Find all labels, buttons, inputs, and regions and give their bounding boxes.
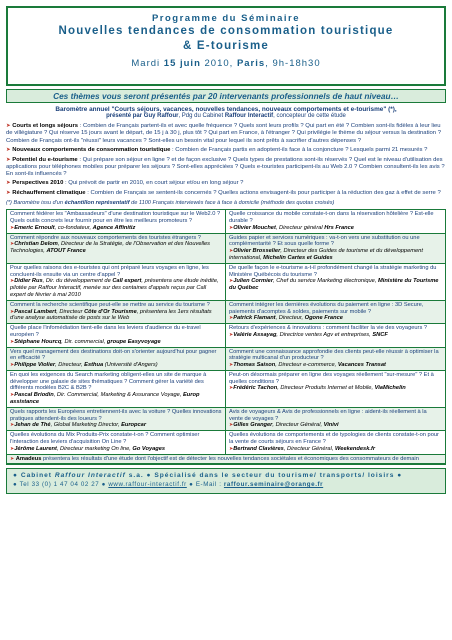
session-question: Quelles évolutions du Mix Produits-Prix constate-t-on ? Comment optimiser l'interaction des leviers d'acquisition On Line ? — [10, 432, 200, 446]
speaker-name: Olivier Brosselier — [233, 248, 281, 255]
session-question: Comment une connaissance approfondie des clients peut-elle réussir à optimiser la stratégie multicanal d'un producteur ? — [229, 348, 439, 362]
speaker-name: Julien Cormier — [233, 278, 274, 285]
arrow-icon: ➤ — [229, 422, 234, 429]
speaker-name: Didier Rus — [14, 278, 43, 285]
session-question: Comment répondre aux nouveaux comportements des touristes étrangers ? — [10, 234, 201, 241]
arrow-icon: ➤ — [10, 422, 15, 429]
speaker-cell — [226, 234, 445, 264]
arrow-icon: ➤ — [229, 248, 234, 255]
speaker-org: SNCF — [372, 331, 388, 338]
seminar-programme — [6, 6, 446, 634]
speaker-role: , Directeur des Guides de tourisme et du développement international, — [229, 248, 423, 261]
speaker-name: Gilles Granger — [233, 422, 273, 429]
speaker-credit — [229, 385, 406, 391]
speaker-role: , Dir. Commercial, Marketing & Assurance Voyage, — [53, 392, 183, 399]
arrow-icon: ➤ — [10, 338, 15, 345]
speaker-name: Pascal Lambert — [14, 308, 57, 315]
speakers-banner: Ces thèmes vous seront présentés par 20 intervenants professionnels de haut niveau… — [6, 89, 446, 103]
speaker-org: Weekendesk.fr — [335, 445, 376, 452]
arrow-icon: ➤ — [229, 445, 234, 452]
arrow-icon: ➤ — [6, 123, 11, 130]
speaker-cell — [7, 234, 226, 264]
speaker-role: , Directeur Général, — [272, 422, 324, 429]
email-link[interactable]: raffour.seminaire@orange.fr — [223, 481, 324, 489]
speaker-name: Philippe Violier — [14, 362, 56, 369]
speaker-cell — [226, 301, 445, 324]
contact-footer — [6, 468, 446, 494]
speaker-name: Jehan de Thé — [14, 422, 51, 429]
speaker-cell — [7, 324, 226, 347]
speaker-name: Pascal Briodin — [14, 392, 54, 399]
speaker-role: , Dir. commercial, — [61, 338, 107, 345]
session-question: En quoi les exigences du Search marketing obligent-elles un site de marque à développer une galaxie de sites thématiques ? Comment gérer la variété des différents modèles B2C & B2B ? — [10, 371, 207, 392]
speaker-org: Hrs France — [324, 224, 354, 231]
programme-header — [6, 6, 446, 86]
speaker-cell — [7, 431, 226, 454]
speaker-cell — [7, 301, 226, 324]
session-question: Comment intégrer les dernières évolutions du paiement en ligne : 3D Secure, paiements d'acomptes & soldes, paiements sur mobile ? — [229, 301, 424, 315]
session-question: Pour quelles raisons des e-touristes qui ont préparé leurs voyages en ligne, les concluent-ils ensuite via un centre d'appel ? — [10, 264, 209, 278]
bullet-icon: ● — [13, 472, 18, 480]
speaker-credit — [229, 278, 438, 291]
seminar-date: Mardi 15 juin 2010, Paris, 9h-18h30 — [131, 58, 321, 69]
programme-label: Programme du Séminaire — [151, 13, 301, 24]
topic-item: ➤ Potentiel du e-tourisme : Qui prépare son séjour en ligne ? et de façon exclusive ? Quels types de prestations sont-ils réservés ? Quel est le niveau d'utilisation des applications pour téléphones mobiles pour préparer les séjours ? Sont-elles appréciées ? Quels e-touristes participent-ils au Web 2.0 ? Combien consultent-ils les avis ? En sont-ils influencés ? — [6, 156, 445, 177]
arrow-icon: ➤ — [6, 190, 11, 197]
speaker-org: Vinivi — [323, 422, 339, 429]
speaker-credit — [10, 241, 210, 254]
speaker-cell — [7, 264, 226, 301]
barometer-title: Baromètre annuel "Courts séjours, vacances, nouvelles tendances, nouveaux comportements et e-tourisme" (*), — [55, 106, 397, 113]
arrow-icon: ➤ — [10, 455, 15, 462]
phone-number: Tel 33 (0) 1 47 04 02 27 — [19, 481, 100, 489]
speaker-cell — [7, 371, 226, 408]
arrow-icon: ➤ — [6, 180, 11, 187]
session-question: Retours d'expériences & innovations : comment faciliter la vie des voyageurs ? — [229, 325, 428, 332]
speaker-role: , Global Marketing Director, — [50, 422, 122, 429]
arrow-icon: ➤ — [229, 278, 234, 285]
speaker-credit — [10, 362, 158, 368]
speaker-cell — [7, 210, 226, 233]
speaker-credit — [10, 422, 146, 428]
seminar-title-line2: & E-tourisme — [183, 39, 269, 52]
speaker-credit — [229, 248, 423, 261]
speaker-extra: , présentera les 1ers résultats d'une analyse automatisée de posts sur le Web — [10, 308, 212, 322]
speaker-name: Christian Delom — [14, 241, 58, 248]
speaker-role: , Directeur e-commerce, — [275, 362, 338, 369]
arrow-icon: ➤ — [10, 392, 15, 399]
speaker-name: Thomas Saison — [233, 362, 276, 369]
speaker-credit — [10, 225, 135, 231]
speaker-credit — [229, 362, 386, 368]
arrow-icon: ➤ — [10, 278, 15, 285]
speaker-role: , Directeur — [56, 308, 85, 315]
session-question: Peut-on désormais préparer en ligne des voyages réellement "sur-mesure" ? Et à quelles conditions ? — [229, 371, 434, 385]
speaker-name: Bertrand Clavières — [233, 445, 284, 452]
speaker-name: Valérie Assayag — [233, 331, 277, 338]
speaker-cell — [7, 348, 226, 371]
speaker-org: Esthua — [84, 362, 104, 369]
arrow-icon: ➤ — [6, 156, 11, 163]
speaker-cell — [226, 264, 445, 301]
speaker-cell — [7, 408, 226, 431]
sample-note: (*) Baromètre issu d'un échantillon représentatif de 1100 Français interviewés face à face à domicile (méthode des quotas croisés) — [6, 200, 335, 207]
bullet-icon: ● — [397, 472, 403, 480]
speaker-role: , Directeur de la Stratégie, de l'Observation et des Nouvelles Technologies, — [10, 241, 211, 255]
speaker-role: , Directeur général — [275, 224, 325, 231]
speaker-role: , Directeur, — [275, 315, 305, 322]
speaker-cell — [226, 210, 445, 233]
speaker-org: Europ assistance — [10, 392, 200, 406]
session-question: Quelles évolutions de comportements et de typologies de clients constate-t-on pour la vente de courts séjours en France ? — [229, 432, 439, 446]
arrow-icon: ➤ — [10, 362, 15, 369]
speaker-cell — [226, 408, 445, 431]
speaker-org: Côte d'Or Tourisme — [84, 308, 137, 315]
arrow-icon: ➤ — [229, 385, 234, 392]
bullet-icon: ● — [189, 481, 194, 489]
speaker-extra: (Université d'Angers) — [103, 362, 158, 369]
speaker-credit — [229, 315, 343, 321]
arrow-icon: ➤ — [229, 331, 234, 338]
arrow-icon: ➤ — [229, 362, 234, 369]
barometer-presenter: présenté par Guy Raffour, Pdg du Cabinet Raffour Interactif, concepteur de cette étude — [106, 113, 346, 120]
topic-item: ➤ Réchauffement climatique : Combien de Français se sentent-ils concernés ? Quelles actions envisagent-ils pour participer à la réduction des gaz à effet de serre ? — [6, 190, 441, 197]
arrow-icon: ➤ — [229, 224, 234, 231]
speaker-cell — [226, 431, 445, 454]
speaker-org: Michelin Cartes et Guides — [263, 254, 333, 261]
speaker-role: , Directeur marketing On line, — [56, 445, 133, 452]
contact-line: ● Tel 33 (0) 1 47 04 02 27 ● www.raffour-interactif.fr ● E-Mail : raffour.seminaire@orange.fr — [13, 481, 324, 489]
speaker-org: Ministère du Tourisme du Québec — [229, 278, 439, 292]
arrow-icon: ➤ — [229, 315, 234, 322]
speaker-credit — [229, 422, 339, 428]
amadeus-study: ➤ Amadeus présentera les résultats d'une étude dont l'objectif est de détecter les nouvelles tendances sociétales et économiques des consommateurs de demain — [7, 455, 445, 465]
session-question: Vers quel management des destinations doit-on s'orienter aujourd'hui pour gagner en efficacité ? — [10, 348, 217, 362]
speaker-org: Europcar — [121, 422, 147, 429]
speaker-extra: , présentera une étude inédite, pilotée par Raffour Interactif, menée sur des centaines d'appels reçus par Call expert de février à mai 2010 — [10, 278, 219, 298]
website-link[interactable]: www.raffour-interactif.fr — [108, 481, 187, 489]
speaker-org: Vacances Transat — [337, 362, 386, 369]
speaker-name: Emeric Ernoult — [14, 224, 55, 231]
barometer-intro — [6, 106, 446, 207]
speaker-credit — [10, 309, 212, 322]
session-question: Quels rapports les Européens entretiennent-ils avec la voiture ? Quelles innovations pratiques attendent-ils des loueurs ? — [10, 408, 222, 422]
speaker-credit — [10, 392, 199, 405]
arrow-icon: ➤ — [6, 147, 11, 154]
speaker-org: Agence Affinitiz — [92, 224, 136, 231]
topic-item: ➤ Perspectives 2010 : Qui prévoit de partir en 2010, en court séjour et/ou en long séjour ? — [6, 180, 244, 187]
speaker-role: , Directrice ventes Agv et entreprises, — [276, 331, 373, 338]
session-question: Comment la recherche scientifique peut-elle se mettre au service du tourisme ? — [10, 301, 210, 308]
speaker-cell — [226, 348, 445, 371]
speaker-name: Stéphane Hourcq — [14, 338, 62, 345]
speaker-credit — [229, 225, 354, 231]
speaker-role: , Directeur, — [55, 362, 85, 369]
firm-line: ● Cabinet Raffour Interactif s.a. ● Spécialisé dans le secteur du tourisme/ transports/ loisirs ● — [13, 472, 403, 480]
speaker-cell — [226, 324, 445, 347]
session-question: Quelle croissance du mobile constate-t-on dans la réservation hôtelière ? Est-elle durable ? — [229, 211, 434, 224]
arrow-icon: ➤ — [10, 241, 15, 248]
speaker-role: , Directeur Produits Internet et Mobile, — [277, 385, 375, 392]
session-question: Guides papier et services numériques : va-t-on vers une substitution ou une complémentarité ? Et sous quelle forme ? — [229, 234, 420, 248]
speaker-credit — [229, 446, 375, 452]
session-question: De quelle façon le e-tourisme a-t-il profondément changé la stratégie marketing du Ministère Québécois du tourisme ? — [229, 264, 437, 278]
speaker-credit — [229, 332, 388, 338]
topic-item: ➤ Courts et longs séjours : Combien de Français partent-ils et avec quelle fréquence ? Quels sont leurs profils ? Qui part en été ? Combien sont-ils fidèles à leur lieu de villégiature ? Qui réserve 15 jours avant le départ, de 15 j à 30 j, plus tôt ? Qui part en France, à l'étranger ? Qui privilégie le thème du séjour versus la destination ? Combien de Français ont-ils "réussi" leurs vacances ? Sont-elles un besoin vital pour lequel ils sont prêts à sacrifier d'autres dépenses ? — [6, 123, 441, 144]
speaker-name: Olivier Mouchet — [233, 224, 276, 231]
arrow-icon: ➤ — [10, 445, 15, 452]
speaker-name: Jérôme Laurent — [14, 445, 57, 452]
speaker-org: groupe Easyvoyage — [106, 338, 161, 345]
speaker-role: , Directeur Général, — [283, 445, 336, 452]
session-question: Avis de voyageurs & Avis de professionnels en ligne : aident-ils réellement à la vente de voyages ? — [229, 408, 427, 422]
bullet-icon: ● — [146, 472, 152, 480]
session-question: Quelle place l'infomédiation tient-elle dans les leviers d'audience du e-travel européen ? — [10, 325, 201, 338]
arrow-icon: ➤ — [10, 308, 15, 315]
speaker-org: Call expert — [112, 278, 142, 285]
speaker-org: Go Voyages — [132, 445, 166, 452]
speaker-org: ATOUT France — [46, 248, 86, 255]
speaker-role: , co-fondateur, — [54, 224, 93, 231]
arrow-icon: ➤ — [10, 224, 15, 231]
session-question: Comment fédérer les "Ambassadeurs" d'une destination touristique sur le Web2.0 ? Quels outils concrets leur fournir pour en être les meilleurs promoteurs ? — [10, 211, 221, 224]
speaker-name: Patrick Flamant — [233, 315, 276, 322]
speaker-role: , Dir. du développement de — [42, 278, 113, 285]
topic-item: ➤ Nouveaux comportements de consommation touristique : Combien de Français partis en adoptent-ils face à la conjoncture ? Lesquels parmi 21 mesurés ? — [6, 147, 428, 154]
speaker-org: ViaMichelin — [374, 385, 406, 392]
bullet-icon: ● — [13, 481, 18, 489]
speaker-credit — [10, 446, 165, 452]
seminar-title-line1: Nouvelles tendances de consommation touristique — [58, 25, 394, 37]
speaker-name: Frédéric Tachon — [233, 385, 278, 392]
bullet-icon: ● — [101, 481, 106, 489]
speaker-credit — [10, 278, 219, 298]
speaker-org: Ogone France — [304, 315, 343, 322]
speaker-role: , Chef du service Marketing électronique, — [273, 278, 378, 285]
speakers-grid — [6, 209, 446, 465]
speaker-credit — [10, 339, 161, 345]
speaker-cell — [226, 371, 445, 408]
